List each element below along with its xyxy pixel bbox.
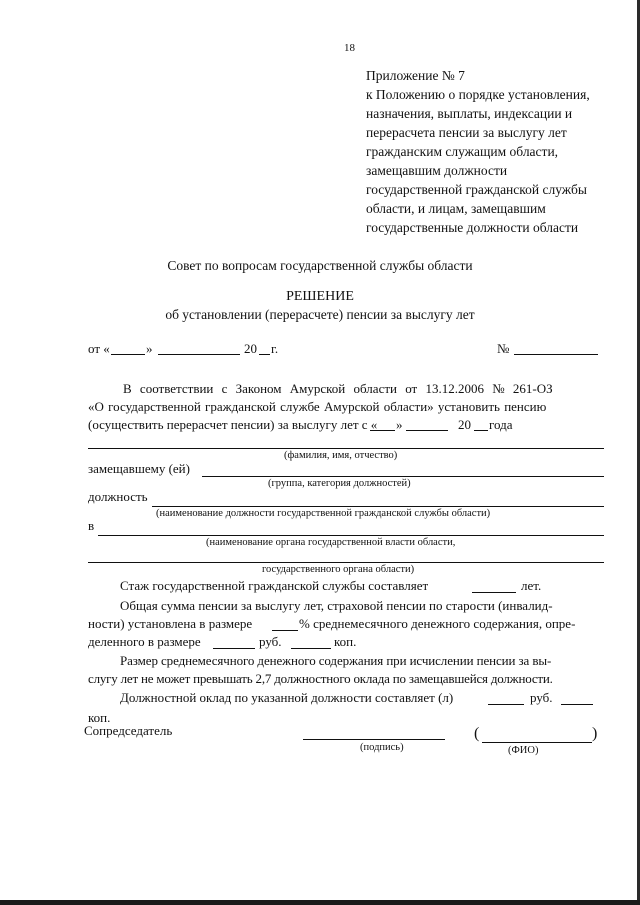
number-blank[interactable]: [514, 354, 598, 355]
appendix-line: к Положению о порядке установления,: [366, 87, 590, 102]
total-line-3c: коп.: [334, 634, 357, 649]
total-rub-blank[interactable]: [213, 648, 255, 649]
signature-blank[interactable]: [303, 739, 445, 740]
date-year-blank[interactable]: [259, 354, 270, 355]
fio-caption: (фамилия, имя, отчество): [284, 450, 398, 461]
intro-line-2: «О государственной гражданской службе Амурской области» установить пенсию: [88, 399, 547, 414]
date-month-blank[interactable]: [158, 354, 240, 355]
organ-caption-1: (наименование органа государственной власти области,: [206, 537, 456, 548]
appendix-title: Приложение № 7: [366, 68, 465, 83]
avg-line-1: Размер среднемесячного денежного содержания при исчислении пенсии за вы-: [120, 653, 552, 668]
intro-line-1: В соответствии с Законом Амурской области от 13.12.2006 № 261-ОЗ: [123, 381, 553, 396]
salary-rub-blank[interactable]: [488, 704, 524, 705]
intro-line-3c: 20: [458, 417, 471, 432]
total-line-2b: % среднемесячного денежного содержания, опре-: [299, 616, 576, 631]
experience-unit: лет.: [521, 578, 542, 593]
intro-day-blank[interactable]: [370, 430, 395, 431]
total-line-2a: ности) установлена в размере: [88, 616, 253, 631]
intro-month-blank[interactable]: [406, 430, 448, 431]
fio-blank[interactable]: [88, 448, 604, 449]
intro-line-3b: »: [396, 417, 403, 432]
appendix-line: области, и лицам, замещавшим: [366, 201, 546, 216]
date-close-quote: »: [146, 341, 153, 356]
appendix-line: государственные должности области: [366, 220, 579, 235]
intro-line-3d: года: [489, 417, 513, 432]
replaced-blank[interactable]: [202, 476, 604, 477]
organ-blank[interactable]: [98, 535, 604, 536]
signature-fio-caption: (ФИО): [508, 745, 539, 756]
appendix-line: назначения, выплаты, индексации и: [366, 106, 573, 121]
date-day-blank[interactable]: [111, 354, 145, 355]
total-percent-blank[interactable]: [272, 630, 298, 631]
scan-edge-bottom: [0, 900, 640, 905]
organ-blank-2[interactable]: [88, 562, 604, 563]
total-line-3b: руб.: [259, 634, 282, 649]
organ-in-label: в: [88, 518, 95, 533]
appendix-line: государственной гражданской службы: [366, 182, 587, 197]
decision-subtitle: об установлении (перерасчете) пенсии за выслугу лет: [165, 307, 475, 322]
salary-text: Должностной оклад по указанной должности составляет (л): [120, 690, 454, 705]
total-kop-blank[interactable]: [291, 648, 331, 649]
signature-caption: (подпись): [360, 742, 404, 753]
organ-caption-2: государственного органа области): [262, 564, 415, 575]
appendix-block: [366, 66, 590, 237]
intro-year-blank[interactable]: [474, 430, 488, 431]
total-line-3a: деленного в размере: [88, 634, 201, 649]
experience-blank[interactable]: [472, 592, 516, 593]
date-year-suffix: г.: [271, 341, 279, 356]
appendix-line: гражданским служащим области,: [366, 144, 559, 159]
page-number: 18: [344, 42, 355, 54]
council-heading: Совет по вопросам государственной службы области: [167, 258, 473, 273]
date-from-prefix: от «: [88, 341, 110, 356]
number-sign: №: [497, 341, 510, 356]
appendix-line: замещавшим должности: [366, 163, 508, 178]
salary-kop-blank[interactable]: [561, 704, 593, 705]
fio-open-paren: (: [474, 725, 480, 742]
replaced-label: замещавшему (ей): [88, 461, 190, 476]
group-caption: (группа, категория должностей): [268, 478, 411, 489]
total-line-1: Общая сумма пенсии за выслугу лет, страховой пенсии по старости (инвалид-: [120, 598, 553, 613]
position-blank[interactable]: [152, 506, 604, 507]
decision-title: РЕШЕНИЕ: [286, 289, 354, 304]
experience-text: Стаж государственной гражданской службы составляет: [120, 578, 429, 593]
position-label: должность: [88, 489, 148, 504]
date-year-prefix: 20: [244, 341, 257, 356]
position-caption: (наименование должности государственной гражданской службы области): [156, 508, 491, 519]
appendix-line: перерасчета пенсии за выслугу лет: [366, 125, 567, 140]
signature-label: Сопредседатель: [84, 723, 173, 738]
intro-line-3a: (осуществить перерасчет пенсии) за выслугу лет с «: [88, 417, 378, 432]
fio-close-paren: ): [592, 725, 598, 742]
avg-line-2: слугу лет не может превышать 2,7 должностного оклада по замещавшейся должности.: [88, 671, 553, 686]
signature-fio-blank[interactable]: [482, 742, 592, 743]
salary-kop: коп.: [88, 710, 111, 725]
salary-rub: руб.: [530, 690, 553, 705]
